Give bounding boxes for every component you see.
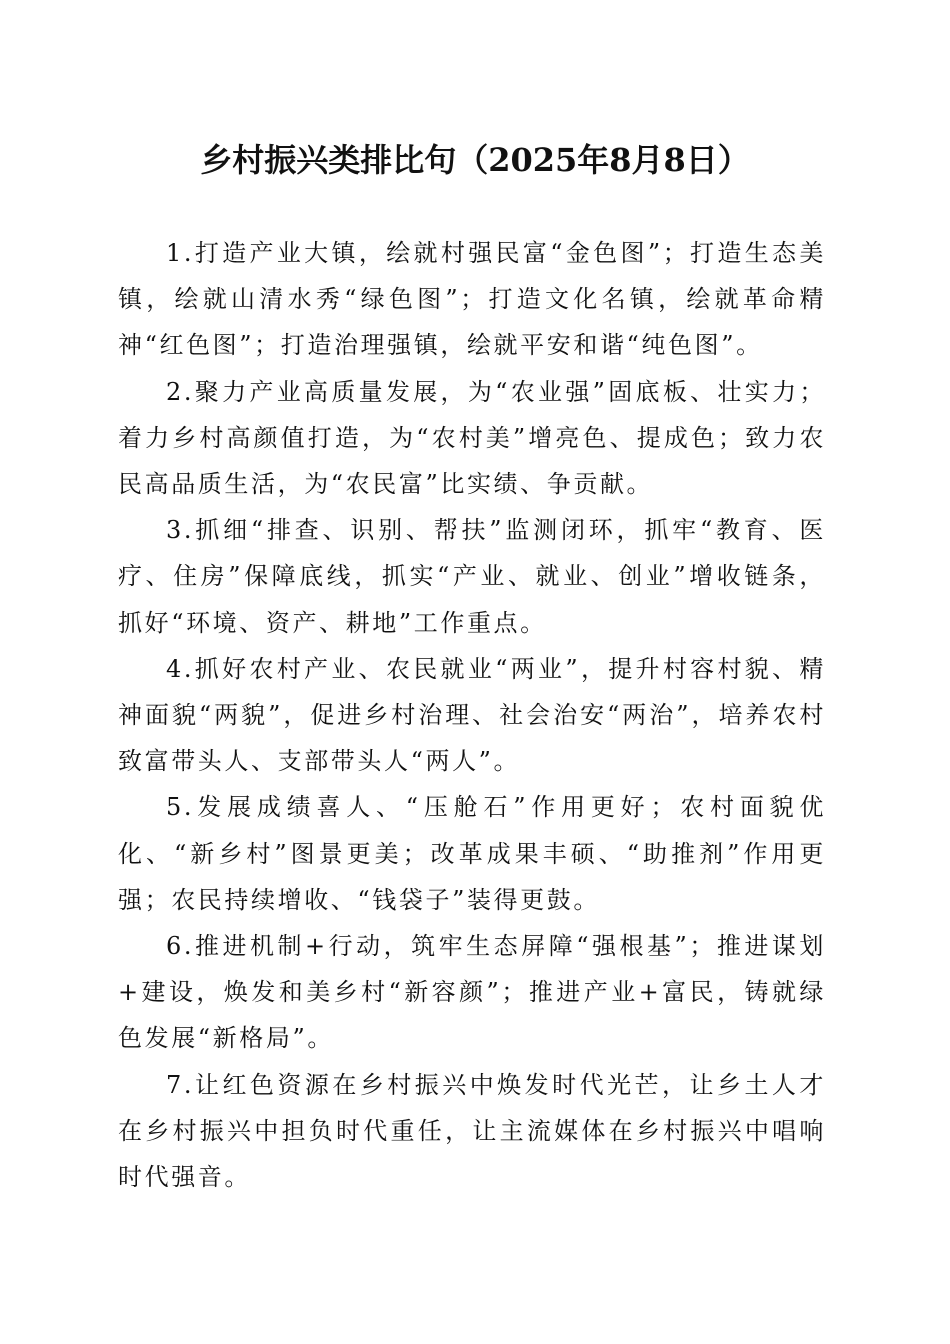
paragraph-3: 3.抓细“排查、识别、帮扶”监测闭环，抓牢“教育、医疗、住房”保障底线，抓实“产业、就业、创业”增收链条，抓好“环境、资产、耕地”工作重点。 (118, 516, 826, 637)
document-body (118, 230, 826, 1200)
paragraph-7: 7.让红色资源在乡村振兴中焕发时代光芒，让乡土人才在乡村振兴中担负时代重任，让主流媒体在乡村振兴中唱响时代强音。 (118, 1070, 826, 1192)
paragraph-5: 5.发展成绩喜人、“压舱石”作用更好；农村面貌优化、“新乡村”图景更美；改革成果丰硕、“助推剂”作用更强；农民持续增收、“钱袋子”装得更鼓。 (118, 793, 826, 914)
paragraph-4: 4.抓好农村产业、农民就业“两业”，提升村容村貌、精神面貌“两貌”，促进乡村治理、社会治安“两治”，培养农村致富带头人、支部带头人“两人”。 (118, 654, 826, 776)
paragraph-2: 2.聚力产业高质量发展，为“农业强”固底板、壮实力；着力乡村高颜值打造，为“农村美”增亮色、提成色；致力农民高品质生活，为“农民富”比实绩、争贡献。 (118, 377, 826, 499)
paragraph-6: 6.推进机制+行动，筑牢生态屏障“强根基”；推进谋划+建设，焕发和美乡村“新容颜”；推进产业+富民，铸就绿色发展“新格局”。 (118, 932, 826, 1053)
paragraph-1: 1.打造产业大镇，绘就村强民富“金色图”；打造生态美镇，绘就山清水秀“绿色图”；打造文化名镇，绘就革命精神“红色图”；打造治理强镇，绘就平安和谐“纯色图”。 (118, 239, 826, 360)
document-title: 乡村振兴类排比句（2025年8月8日） (200, 141, 750, 179)
